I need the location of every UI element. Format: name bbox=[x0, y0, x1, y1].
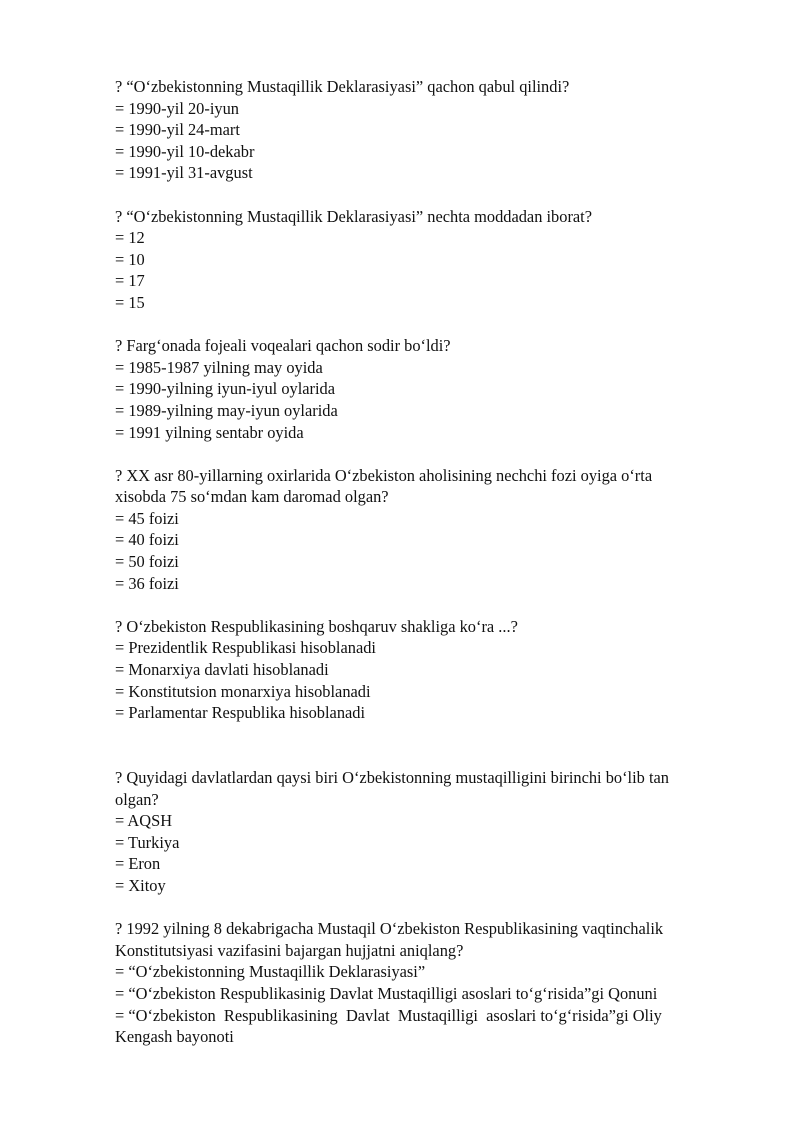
answer-option: = 17 bbox=[115, 271, 145, 291]
question-block-2 bbox=[115, 206, 743, 314]
answer-option: = Monarxiya davlati hisoblanadi bbox=[115, 660, 329, 680]
spacer bbox=[115, 443, 743, 465]
question-block-5 bbox=[115, 616, 743, 724]
question-text-line-2: olgan? bbox=[115, 789, 159, 809]
answer-option: = Prezidentlik Respublikasi hisoblanadi bbox=[115, 638, 376, 658]
question-text-line-2: Konstitutsiyasi vazifasini bajargan hujjatni aniqlang? bbox=[115, 940, 464, 960]
answer-option: = 12 bbox=[115, 228, 145, 248]
answer-option: = 1985-1987 yilning may oyida bbox=[115, 357, 323, 377]
answer-option: = 1990-yil 24-mart bbox=[115, 120, 240, 140]
answer-option: = 1989-yilning may-iyun oylarida bbox=[115, 400, 338, 420]
answer-option: = Parlamentar Respublika hisoblanadi bbox=[115, 703, 366, 723]
answer-option: = Eron bbox=[115, 854, 161, 874]
answer-option: = “O‘zbekiston Respublikasining Davlat Mustaqilligi asoslari to‘g‘risida”gi Oliy bbox=[115, 1005, 662, 1025]
answer-option: = 10 bbox=[115, 249, 145, 269]
question-text-line-1: ? XX asr 80-yillarning oxirlarida O‘zbekiston aholisining nechchi fozi oyiga o‘rta bbox=[115, 465, 653, 485]
answer-option-continuation: Kengash bayonoti bbox=[115, 1027, 234, 1047]
question-text-line-1: ? Quyidagi davlatlardan qaysi biri O‘zbekistonning mustaqilligini birinchi bo‘lib tan bbox=[115, 768, 669, 787]
answer-option: = Konstitutsion monarxiya hisoblanadi bbox=[115, 681, 371, 701]
question-text: ? O‘zbekiston Respublikasining boshqaruv shakliga ko‘ra ...? bbox=[115, 616, 518, 636]
question-block-6 bbox=[115, 767, 743, 897]
question-block-4 bbox=[115, 465, 743, 595]
answer-option: = 36 foizi bbox=[115, 573, 179, 593]
answer-option: = 15 bbox=[115, 292, 145, 312]
question-text: ? Farg‘onada fojeali voqealari qachon sodir bo‘ldi? bbox=[115, 336, 451, 356]
question-text: ? “O‘zbekistonning Mustaqillik Deklarasiyasi” nechta moddadan iborat? bbox=[115, 206, 593, 226]
question-text-line-1: ? 1992 yilning 8 dekabrigacha Mustaqil O‘zbekiston Respublikasining vaqtinchalik bbox=[115, 919, 664, 939]
answer-option: = Xitoy bbox=[115, 875, 166, 895]
answer-option: = 1990-yil 20-iyun bbox=[115, 98, 239, 118]
answer-option: = 1990-yilning iyun-iyul oylarida bbox=[115, 379, 336, 399]
spacer bbox=[115, 314, 743, 336]
question-block-3 bbox=[115, 335, 743, 443]
answer-option: = 1991 yilning sentabr oyida bbox=[115, 422, 304, 442]
spacer bbox=[115, 594, 743, 616]
answer-option: = AQSH bbox=[115, 811, 173, 831]
spacer bbox=[115, 724, 743, 767]
question-text-line-2: xisobda 75 so‘mdan kam daromad olgan? bbox=[115, 487, 389, 507]
answer-option: = 40 foizi bbox=[115, 530, 179, 550]
answer-option: = 45 foizi bbox=[115, 508, 179, 528]
question-block-7 bbox=[115, 918, 743, 1048]
question-text: ? “O‘zbekistonning Mustaqillik Deklarasiyasi” qachon qabul qilindi? bbox=[115, 77, 570, 96]
question-block-1 bbox=[115, 76, 743, 184]
answer-option: = Turkiya bbox=[115, 832, 180, 852]
answer-option: = 1990-yil 10-dekabr bbox=[115, 141, 255, 161]
answer-option: = 50 foizi bbox=[115, 552, 179, 572]
answer-option: = “O‘zbekiston Respublikasinig Davlat Mustaqilligi asoslari to‘g‘risida”gi Qonuni bbox=[115, 983, 658, 1003]
answer-option: = 1991-yil 31-avgust bbox=[115, 163, 253, 183]
spacer bbox=[115, 184, 743, 206]
answer-option: = “O‘zbekistonning Mustaqillik Deklarasiyasi” bbox=[115, 962, 426, 982]
spacer bbox=[115, 897, 743, 919]
